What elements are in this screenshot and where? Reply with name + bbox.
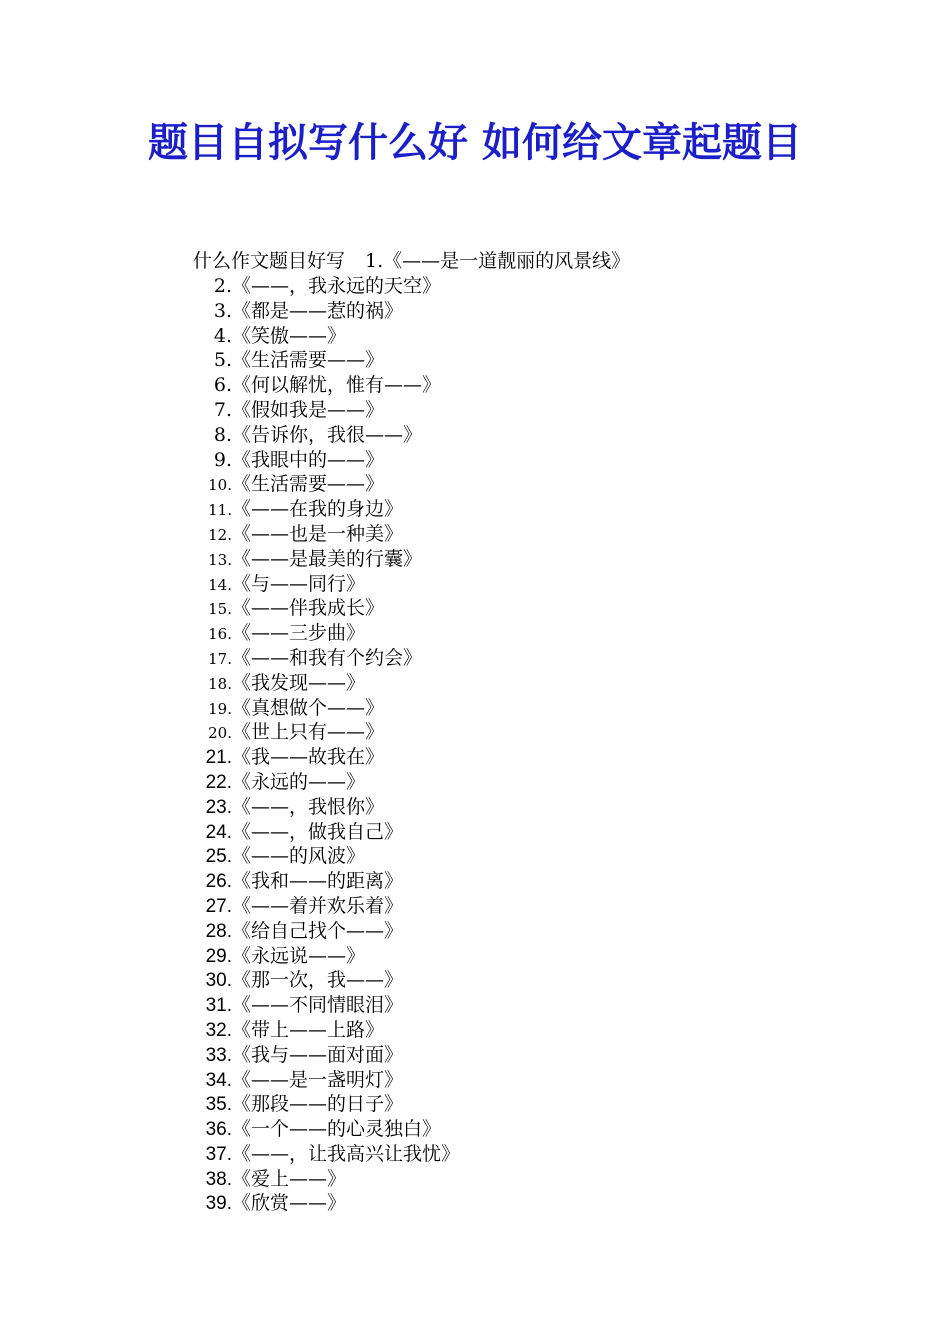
list-item	[203, 423, 460, 448]
list-item-text: 《我——故我在》	[232, 746, 385, 769]
list-item-number: 33.	[205, 1044, 232, 1066]
list-item-text: 《——也是一种美》	[232, 522, 404, 545]
list-item-number: 28.	[205, 920, 232, 942]
list-item-number: 18.	[208, 674, 232, 693]
list-item	[203, 596, 460, 621]
list-item-number: 20.	[208, 724, 232, 743]
list-item-number: 15.	[208, 600, 232, 619]
list-item	[203, 770, 460, 795]
list-item-number: 30.	[205, 970, 232, 992]
page-title: 题目自拟写什么好 如何给文章起题目	[148, 120, 802, 166]
list-item-text: 《爱上——》	[232, 1167, 347, 1190]
list-item-text: 《——，我恨你》	[232, 795, 385, 818]
list-item-number: 6.	[213, 374, 232, 397]
list-item-text: 《——和我有个约会》	[232, 646, 423, 669]
list-item	[203, 621, 460, 646]
list-item-number: 34.	[205, 1069, 232, 1091]
list-item-number: 21.	[205, 747, 232, 769]
list-item	[203, 795, 460, 820]
list-item-text: 《给自己找个——》	[232, 919, 404, 942]
list-item-number: 36.	[205, 1119, 232, 1141]
list-item	[203, 299, 460, 324]
list-item-text: 《那段——的日子》	[232, 1093, 404, 1116]
list-item-text: 《告诉你，我很——》	[232, 423, 423, 446]
list-item-text: 《永远的——》	[232, 770, 366, 793]
list-item-number: 4.	[213, 324, 232, 347]
list-item-number: 26.	[205, 871, 232, 893]
list-item	[203, 1043, 460, 1068]
list-item	[203, 274, 460, 299]
list-item-number: 35.	[205, 1094, 232, 1116]
list-item	[203, 646, 460, 671]
list-item-number: 9.	[213, 448, 232, 471]
list-item-number: 29.	[205, 945, 232, 967]
list-item	[203, 869, 460, 894]
list-item-number: 32.	[205, 1019, 232, 1041]
list-item-number: 14.	[208, 575, 232, 594]
essay-title-list	[203, 274, 460, 1216]
list-item-text: 《世上只有——》	[232, 721, 385, 744]
list-item-text: 《那一次，我——》	[232, 969, 404, 992]
list-item	[203, 820, 460, 845]
list-item	[203, 448, 460, 473]
intro-line	[193, 249, 630, 274]
first-item-number: 1.	[365, 250, 384, 272]
list-item-number: 25.	[205, 846, 232, 868]
list-item-text: 《带上——上路》	[232, 1018, 385, 1041]
list-item	[203, 993, 460, 1018]
list-item-text: 《——是最美的行囊》	[232, 547, 423, 570]
list-item	[203, 1191, 460, 1216]
list-item-text: 《——在我的身边》	[232, 498, 404, 521]
list-item-number: 16.	[208, 625, 232, 644]
list-item	[203, 324, 460, 349]
list-item-number: 17.	[208, 649, 232, 668]
list-item-number: 13.	[208, 550, 232, 569]
list-item	[203, 1018, 460, 1043]
list-item-number: 24.	[205, 821, 232, 843]
list-item-number: 11.	[208, 501, 232, 520]
list-item	[203, 919, 460, 944]
first-item-text: 《——是一道靓丽的风景线》	[383, 250, 631, 272]
list-item-text: 《假如我是——》	[232, 398, 385, 421]
list-item-number: 12.	[208, 525, 232, 544]
list-item	[203, 696, 460, 721]
intro-label: 什么作文题目好写	[193, 250, 346, 272]
list-item-text: 《——三步曲》	[232, 622, 366, 645]
list-item-text: 《何以解忧，惟有——》	[232, 374, 442, 397]
list-item-text: 《生活需要——》	[232, 473, 385, 496]
list-item-text: 《我与——面对面》	[232, 1043, 404, 1066]
list-item-text: 《生活需要——》	[232, 349, 385, 372]
list-item	[203, 1092, 460, 1117]
list-item	[203, 844, 460, 869]
list-item	[203, 720, 460, 745]
list-item-number: 5.	[213, 349, 232, 372]
list-item-number: 37.	[205, 1143, 232, 1165]
list-item	[203, 745, 460, 770]
list-item	[203, 373, 460, 398]
list-item-text: 《都是——惹的祸》	[232, 299, 404, 322]
list-item-text: 《我发现——》	[232, 671, 366, 694]
list-item	[203, 398, 460, 423]
list-item-text: 《笑傲——》	[232, 324, 347, 347]
list-item-text: 《真想做个——》	[232, 696, 385, 719]
list-item-number: 22.	[205, 771, 232, 793]
list-item-text: 《——的风波》	[232, 845, 366, 868]
list-item-text: 《——不同情眼泪》	[232, 994, 404, 1017]
list-item	[203, 522, 460, 547]
list-item-number: 8.	[213, 423, 232, 446]
list-item-number: 10.	[208, 476, 232, 495]
list-item-number: 19.	[208, 699, 232, 718]
list-item-number: 2.	[213, 275, 232, 297]
list-item	[203, 671, 460, 696]
list-item-text: 《——着并欢乐着》	[232, 894, 404, 917]
list-item	[203, 894, 460, 919]
list-item	[203, 1142, 460, 1167]
list-item-number: 23.	[205, 796, 232, 818]
list-item	[203, 472, 460, 497]
list-item	[203, 348, 460, 373]
list-item-text: 《我眼中的——》	[232, 448, 385, 471]
list-item-number: 38.	[205, 1168, 232, 1190]
list-item-number: 7.	[213, 398, 232, 421]
list-item	[203, 1068, 460, 1093]
list-item	[203, 547, 460, 572]
list-item-number: 27.	[205, 895, 232, 917]
list-item	[203, 1117, 460, 1142]
list-item-text: 《我和——的距离》	[232, 870, 404, 893]
list-item	[203, 1167, 460, 1192]
list-item-text: 《——，我永远的天空》	[232, 275, 442, 297]
list-item-number: 39.	[205, 1193, 232, 1215]
list-item	[203, 572, 460, 597]
list-item	[203, 497, 460, 522]
list-item-number: 3.	[213, 299, 232, 322]
list-item-text: 《——，做我自己》	[232, 820, 404, 843]
list-item-text: 《与——同行》	[232, 572, 366, 595]
list-item	[203, 944, 460, 969]
list-item	[203, 968, 460, 993]
list-item-text: 《永远说——》	[232, 944, 366, 967]
list-item-text: 《——伴我成长》	[232, 597, 385, 620]
list-item-text: 《一个——的心灵独白》	[232, 1118, 442, 1141]
list-item-text: 《——，让我高兴让我忧》	[232, 1142, 461, 1165]
list-item-number: 31.	[205, 995, 232, 1017]
list-item-text: 《——是一盏明灯》	[232, 1068, 404, 1091]
list-item-text: 《欣赏——》	[232, 1192, 347, 1215]
